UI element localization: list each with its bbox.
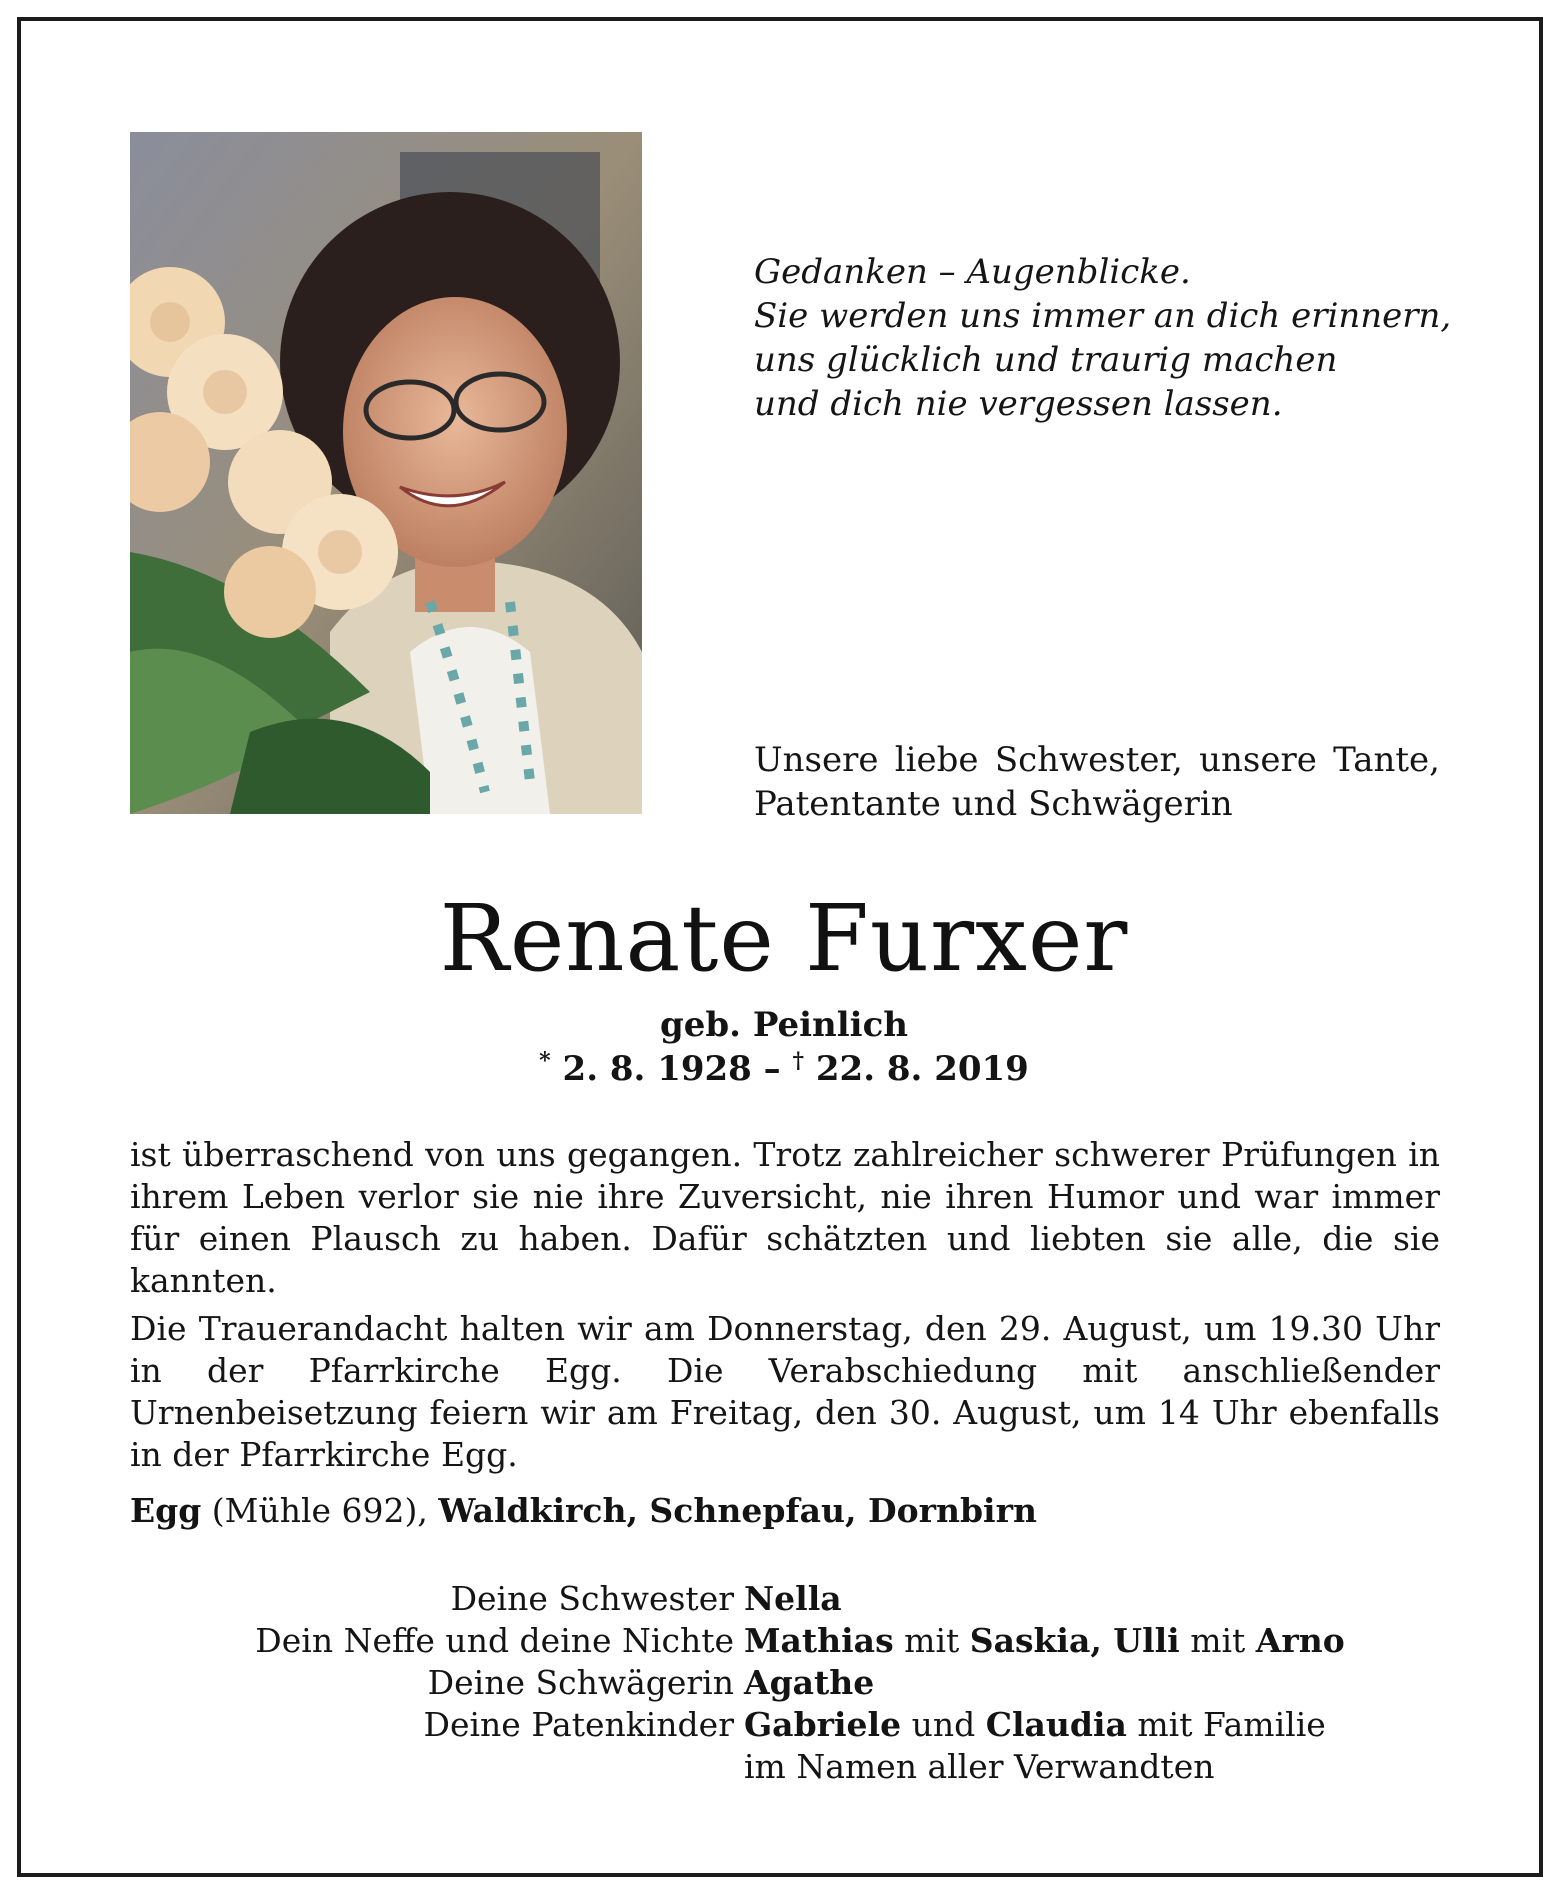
intro-word: Unsere: [754, 740, 879, 780]
intro-word: Schwester,: [994, 740, 1183, 780]
intro-word: liebe: [894, 740, 979, 780]
intro-word: Tante,: [1333, 740, 1440, 780]
mourner-relatives: im Namen aller Verwandten: [744, 1747, 1215, 1786]
date-separator: –: [751, 1049, 793, 1089]
place-main: Egg: [130, 1491, 202, 1530]
mourner-row: [130, 1662, 1440, 1704]
mourner-names: [744, 1578, 842, 1620]
mourner-connector: und: [901, 1705, 986, 1744]
body-paragraph: ist überraschend von uns gegangen. Trotz zahlreicher schwerer Prüfungen in ihrem Leben verlor sie nie ihre Zuversicht, nie ihren Humor und war immer für einen Plausch zu haben. Dafür schätzten und liebten sie alle, die sie kannten.: [130, 1135, 1440, 1300]
mourner-names: [744, 1704, 1326, 1746]
mourner-names: [744, 1662, 874, 1704]
mourner-name: Gabriele: [744, 1705, 902, 1744]
mourner-connector: mit Familie: [1126, 1705, 1326, 1744]
mourner-name: Arno: [1255, 1621, 1345, 1660]
poem-line: und dich nie vergessen lassen.: [754, 384, 1283, 424]
intro-text: [754, 738, 1440, 826]
mourner-relation: Deine Patenkinder: [423, 1705, 734, 1744]
mourner-connector: mit: [893, 1621, 970, 1660]
mourner-name: Saskia, Ulli: [969, 1621, 1180, 1660]
place-detail: (Mühle 692),: [201, 1491, 439, 1530]
life-dates: [0, 1048, 1568, 1090]
poem-line: Gedanken – Augenblicke.: [754, 252, 1191, 292]
mourner-names: [744, 1620, 1345, 1662]
mourner-row: [130, 1704, 1440, 1746]
death-symbol: †: [792, 1048, 805, 1074]
mourner-relation: Deine Schwester: [450, 1579, 734, 1618]
mourner-name: Agathe: [744, 1663, 875, 1702]
deceased-name: Renate Furxer: [439, 885, 1129, 992]
death-date: 22. 8. 2019: [815, 1049, 1029, 1089]
place-others: Waldkirch, Schnepfau, Dornbirn: [438, 1491, 1037, 1530]
mourner-row: [130, 1620, 1440, 1662]
birth-symbol: *: [539, 1048, 551, 1074]
poem: [754, 250, 1474, 426]
mourner-row: [130, 1578, 1440, 1620]
body-paragraph: Die Trauerandacht halten wir am Donnerstag, den 29. August, um 19.30 Uhr in der Pfarrkirche Egg. Die Verabschiedung mit anschließender Urnenbeisetzung feiern wir am Freitag, den 30. August, um 14 Uhr ebenfalls in der Pfarrkirche Egg.: [130, 1309, 1440, 1474]
intro-line-1: [754, 738, 1440, 782]
maiden-name: geb. Peinlich: [659, 1005, 909, 1045]
mourners-list: [130, 1578, 1440, 1788]
portrait-photo-icon: [130, 132, 642, 814]
mourner-name: Mathias: [744, 1621, 894, 1660]
places-line: [130, 1490, 1440, 1532]
mourner-relation: Dein Neffe und deine Nichte: [255, 1621, 734, 1660]
mourner-connector: mit: [1179, 1621, 1256, 1660]
poem-line: uns glücklich und traurig machen: [754, 340, 1338, 380]
body-text: [130, 1134, 1440, 1476]
mourner-name: Claudia: [985, 1705, 1127, 1744]
mourner-name: Nella: [744, 1579, 842, 1618]
mourner-relation: Deine Schwägerin: [427, 1663, 734, 1702]
poem-line: Sie werden uns immer an dich erinnern,: [754, 296, 1452, 336]
mourner-relation-empty: [130, 1746, 744, 1788]
intro-word: unsere: [1199, 740, 1317, 780]
mourner-row: [130, 1746, 1440, 1788]
portrait-photo: [130, 132, 642, 814]
intro-line-2: Patentante und Schwägerin: [754, 784, 1233, 824]
birth-date: 2. 8. 1928: [562, 1049, 752, 1089]
